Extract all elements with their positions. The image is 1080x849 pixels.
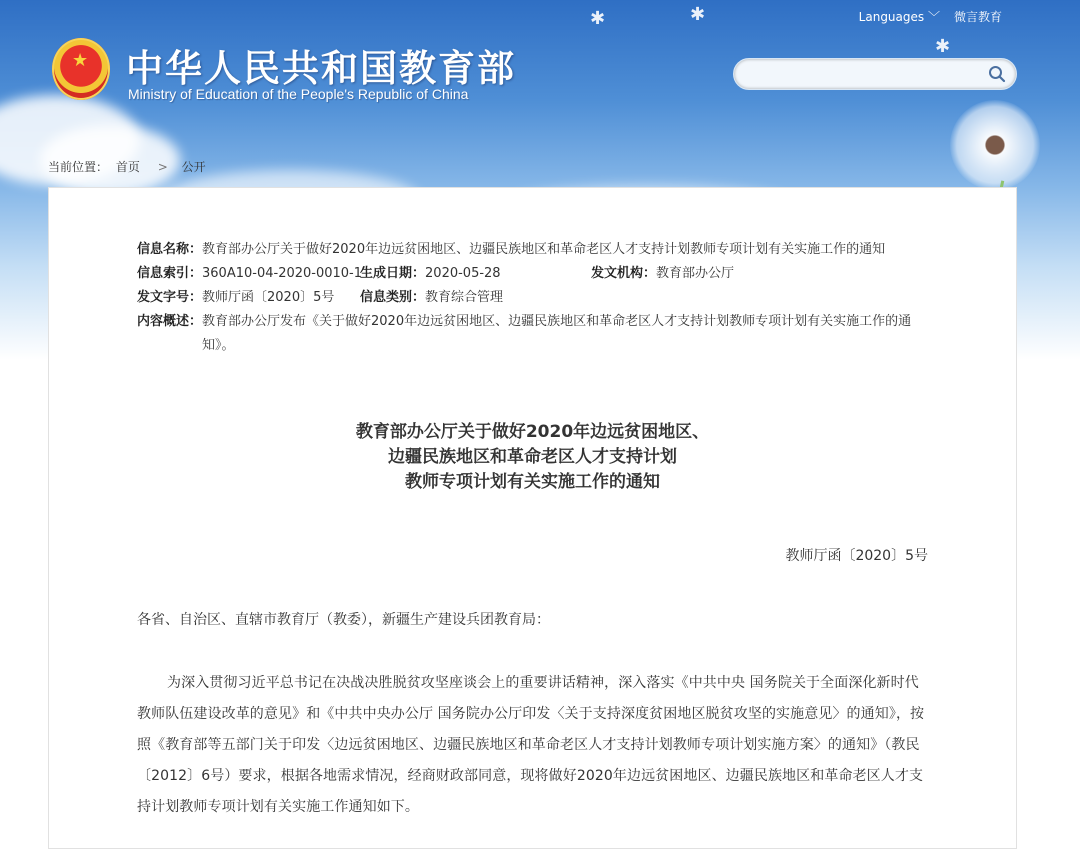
title-line: 教师专项计划有关实施工作的通知 xyxy=(405,472,660,492)
search-input[interactable] xyxy=(748,65,984,85)
info-row-summary xyxy=(137,310,937,358)
info-org-value: 教育部办公厅 xyxy=(656,266,735,281)
info-name-value: 教育部办公厅关于做好2020年边远贫困地区、边疆民族地区和革命老区人才支持计划教师专项计划有关实施工作的通知 xyxy=(202,242,886,257)
search-icon[interactable] xyxy=(988,65,1006,83)
info-category-value: 教育综合管理 xyxy=(425,290,504,305)
info-table xyxy=(137,238,937,358)
seed-decoration: ✱ xyxy=(690,4,706,25)
info-summary-label: 内容概述： xyxy=(137,314,203,329)
site-title-cn[interactable]: 中华人民共和国教育部 xyxy=(126,47,516,90)
breadcrumb-prefix: 当前位置： xyxy=(48,160,109,174)
national-emblem-icon: ★ xyxy=(52,38,110,100)
info-index-value: 360A10-04-2020-0010-1 xyxy=(202,266,363,281)
languages-menu[interactable]: Languages ﹀ xyxy=(858,10,940,24)
breadcrumb-current[interactable]: 公开 xyxy=(181,160,206,174)
info-row-index xyxy=(137,262,937,286)
document-number: 教师厅函〔2020〕5号 xyxy=(785,548,928,564)
breadcrumb-home[interactable]: 首页 xyxy=(115,160,140,174)
document-title xyxy=(49,420,1016,495)
info-category-label: 信息类别： xyxy=(360,290,426,305)
info-org-label: 发文机构： xyxy=(591,266,657,281)
info-summary-value: 教育部办公厅发布《关于做好2020年边远贫困地区、边疆民族地区和革命老区人才支持计划教师专项计划有关实施工作的通知》。 xyxy=(202,314,912,353)
info-date-label: 生成日期： xyxy=(360,266,426,281)
document-salutation: 各省、自治区、直辖市教育厅（教委），新疆生产建设兵团教育局： xyxy=(137,612,550,628)
chevron-right-icon: > xyxy=(157,160,168,174)
seed-decoration: ✱ xyxy=(935,36,951,57)
title-line: 边疆民族地区和革命老区人才支持计划 xyxy=(388,447,677,467)
info-index-label: 信息索引： xyxy=(137,266,203,281)
info-date-value: 2020-05-28 xyxy=(425,266,501,281)
content-panel xyxy=(48,187,1017,849)
info-docno-value: 教师厅函〔2020〕5号 xyxy=(202,290,335,305)
info-row-name xyxy=(137,238,937,262)
title-line: 教育部办公厅关于做好2020年边远贫困地区、 xyxy=(355,422,710,442)
breadcrumb xyxy=(48,158,210,175)
info-name-label: 信息名称： xyxy=(137,242,203,257)
search-box xyxy=(733,58,1017,90)
document-paragraph: 为深入贯彻习近平总书记在决战决胜脱贫攻坚座谈会上的重要讲话精神，深入落实《中共中央 国务院关于全面深化新时代教师队伍建设改革的意见》和《中共中央办公厅 国务院办公厅印发〈关于支持深度贫困地区脱贫攻坚的实施意见〉的通知》，按照《教育部等五部门关于印发〈边远贫困地区、边疆民族地区和革命老区人才支持计划教师专项计划实施方案〉的通知》（教民〔2012〕6号）要求，根据各地需求情况，经商财政部同意，现将做好2020年边远贫困地区、边疆民族地区和革命老区人才支持计划教师专项计划有关实施工作通知如下。 xyxy=(137,675,925,815)
info-docno-label: 发文字号： xyxy=(137,290,203,305)
info-row-docno xyxy=(137,286,937,310)
top-links xyxy=(859,8,1002,25)
seed-decoration: ✱ xyxy=(590,8,606,29)
site-title-en[interactable]: Ministry of Education of the People's Republic of China xyxy=(128,86,469,102)
weibo-link[interactable]: 微言教育 xyxy=(953,10,1002,24)
